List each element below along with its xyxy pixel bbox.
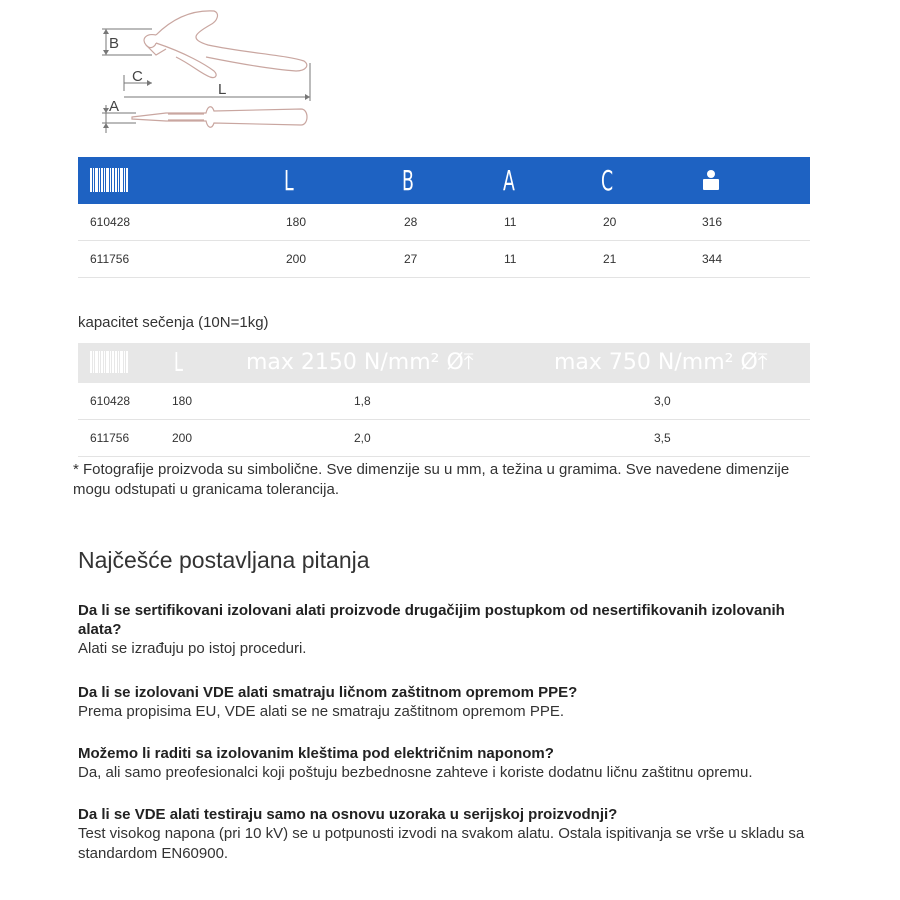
header-c: C <box>601 164 614 197</box>
header-max-2150: max 2150 N/mm² Ø⤒ <box>246 350 474 375</box>
barcode-icon <box>90 168 128 192</box>
capacity-table <box>78 343 810 457</box>
dim-label-a: A <box>109 98 120 115</box>
faq-item <box>78 805 813 864</box>
dim-label-c: C <box>132 68 143 85</box>
weight-icon <box>702 169 720 191</box>
table-row: 611756 200 2,0 3,5 <box>78 420 810 457</box>
pliers-dimension-drawing <box>96 5 322 140</box>
header-l: L <box>284 164 294 197</box>
disclaimer-note: * Fotografije proizvoda su simbolične. Sve dimenzije su u mm, a težina u gramima. Sve navedene dimenzije mogu odstupati u granicama tolerancija. <box>73 461 790 498</box>
faq-answer: Alati se izrađuju po istoj proceduri. <box>78 640 307 657</box>
faq-answer: Da, ali samo preofesionalci koji poštuju bezbednosne zahteve i koriste dodatnu ličnu zaštitnu opremu. <box>78 764 753 781</box>
faq-item <box>78 683 813 722</box>
dimensions-table-header <box>78 157 810 204</box>
table-row: 610428 180 28 11 20 316 <box>78 204 810 241</box>
header-a: A <box>503 164 515 197</box>
dim-label-b: B <box>109 35 120 52</box>
faq-question: Da li se VDE alati testiraju samo na osnovu uzoraka u serijskoj proizvodnji? <box>78 806 618 823</box>
dimensions-table <box>78 157 810 278</box>
faq-question: Možemo li raditi sa izolovanim kleštima pod električnim naponom? <box>78 745 554 762</box>
table-row: 611756 200 27 11 21 344 <box>78 241 810 278</box>
barcode-icon <box>90 351 128 373</box>
dim-label-l: L <box>218 81 227 98</box>
faq-item <box>78 601 813 659</box>
faq-answer: Test visokog napona (pri 10 kV) se u potpunosti izvodi na svakom alatu. Ostala ispitivanja se vrše u skladu sa standardom EN60900. <box>78 825 805 862</box>
table-row: 610428 180 1,8 3,0 <box>78 383 810 420</box>
faq-title: Najčešće postavljana pitanja <box>78 547 370 573</box>
header-max-750: max 750 N/mm² Ø⤒ <box>554 350 768 375</box>
faq-question: Da li se izolovani VDE alati smatraju ličnom zaštitnom opremom PPE? <box>78 684 578 701</box>
faq-item <box>78 744 813 783</box>
header-l: L <box>174 348 183 378</box>
faq-question: Da li se sertifikovani izolovani alati proizvode drugačijim postupkom od nesertifikovanih izolovanih alata? <box>78 602 785 638</box>
capacity-table-header <box>78 343 810 383</box>
faq-answer: Prema propisima EU, VDE alati se ne smatraju zaštitnom opremom PPE. <box>78 703 565 720</box>
header-b: B <box>402 164 414 197</box>
capacity-label: kapacitet sečenja (10N=1kg) <box>78 314 269 331</box>
